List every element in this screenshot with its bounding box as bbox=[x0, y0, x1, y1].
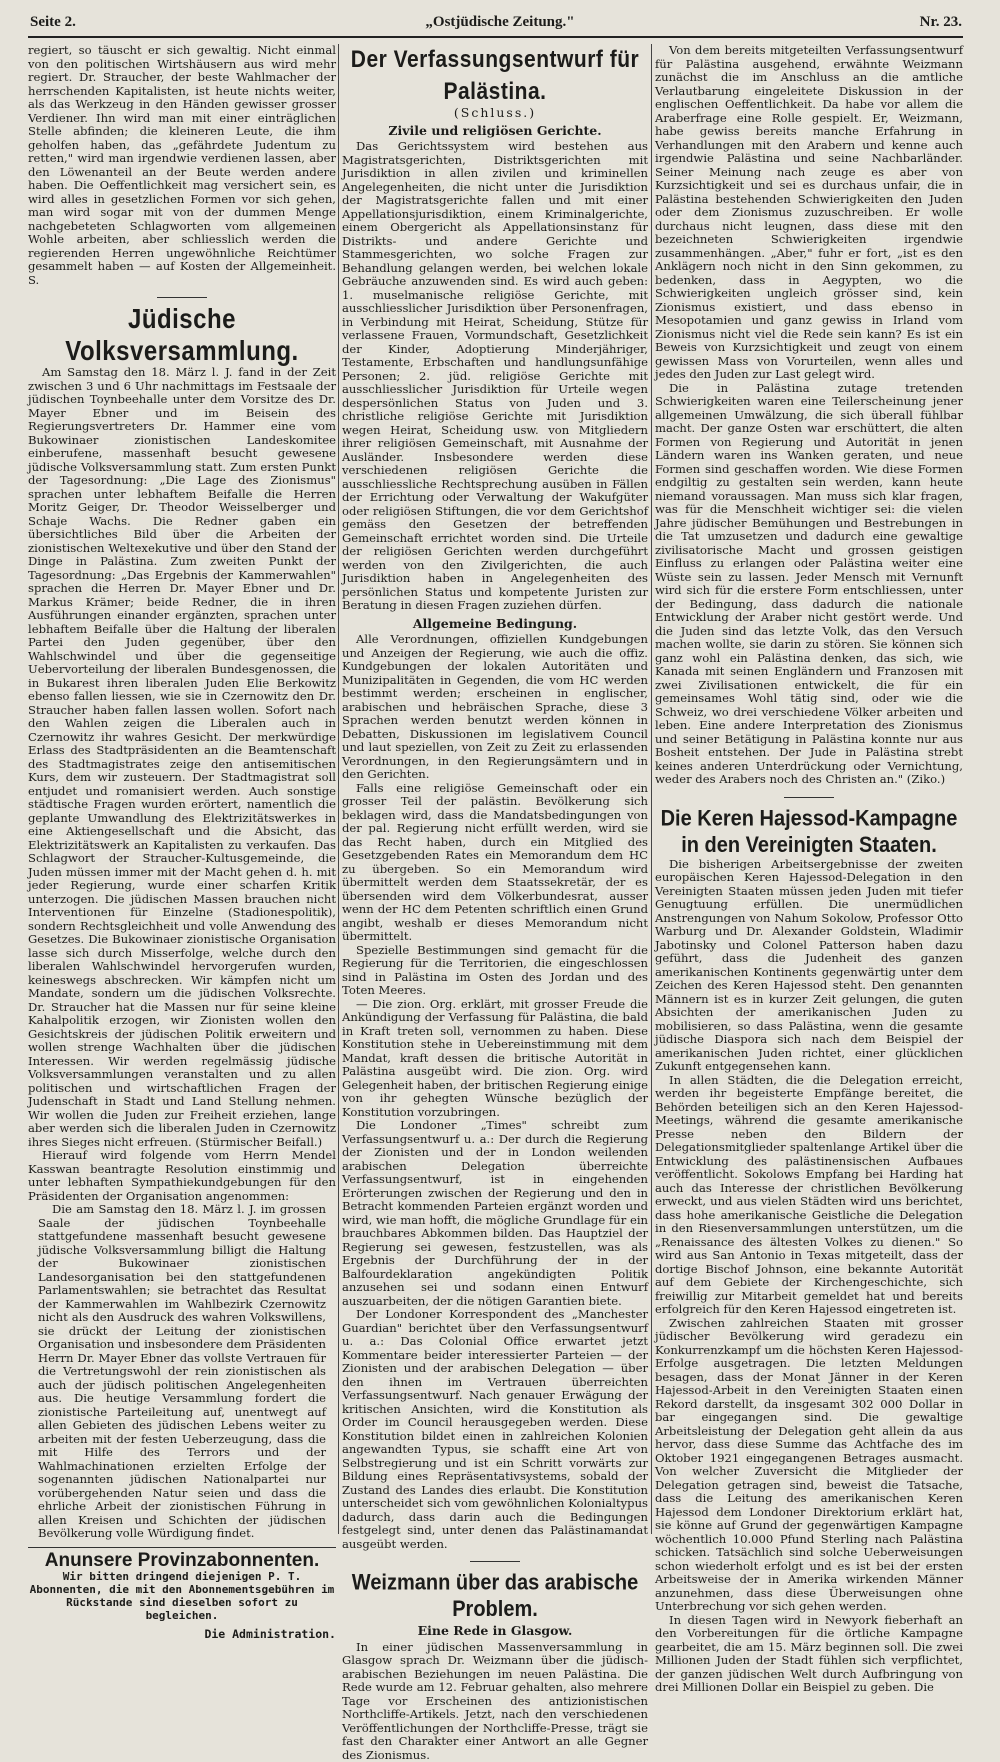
article-paragraph: Hierauf wird folgende vom Herrn Mendel Kasswan beantragte Resolution einstimmig und unter lebhaften Sympathiekundgebungen für den Präsidenten der Organisation angenommen: bbox=[28, 1149, 336, 1203]
article-paragraph: Am Samstag den 18. März l. J. fand in der Zeit zwischen 3 und 6 Uhr nachmittags im Festsaale der jüdischen Toynbeehalle unter dem Vorsitze des Dr. Mayer Ebner und im Beisein des Regierungsvertreters Dr. Hammer eine vom Bukowinaer zionistischen Landeskomitee einberufene, massenhaft besucht gewesene jüdische Volksversammlung statt. Zum ersten Punkt der Tagesordnung: „Die Lage des Zionismus" sprachen unter lebhaftem Beifalle die Herren Moritz Geiger, Dr. Theodor Weisselberger und Schaje Wachs. Die Redner gaben ein übersichtliches Bild über die Arbeiten der zionistischen Weltexekutive und über den Stand der Dinge in Palästina. Zum zweiten Punkt der Tagesordnung: „Das Ergebnis der Kammerwahlen" sprachen die Herren Dr. Mayer Ebner und Dr. Markus Krämer; beide Redner, die in ihren Ausführungen einander ergänzten, sprachen unter lebhaftem Beifalle über die Haltung der liberalen Partei den Juden gegenüber, über den Wahlschwindel und über die gegenseitige Uebervorteilung der liberalen Bundesgenossen, die in Bukarest ihren liberalen Juden Elie Berkowitz ebenso fallen liessen, wie sie in Czernowitz den Dr. Straucher haben fallen lassen wollen. Sofort nach den Wahlen zeigen die Liberalen auch in Czernowitz ihr wahres Gesicht. Der merkwürdige Erlass des Stadtpräsidenten an die Beamtenschaft des Stadtmagistrates zeige den antisemitischen Kurs, dem wir zusteuern. Der Stadtmagistrat soll entjudet und romanisiert werden. Auch sonstige städtische Fragen wurden erörtert, namentlich die geplante Umwandlung des Elektrizitätswerkes in eine Aktiengesellschaft und die Absicht, das Elektrizitätswerk an Kapitalisten zu verkaufen. Das Schlagwort der Straucher-Kultusgemeinde, die Juden müssen immer mit der Macht gehen d. h. mit jeder Regierung, wurde einer scharfen Kritik unterzogen. Die jüdischen Massen brauchen nicht Interventionen für Einzelne (Stadionespolitik), sondern Rechtsgleichheit und volle Anwendung des Gesetzes. Die Bukowinaer zionistische Organisation lasse sich durch Misserfolge, welche durch den liberalen Wahlschwindel hervorgerufen wurden, keineswegs abschrecken. Wir kämpfen nicht um Mandate, sondern um die jüdischen Volksrechte. Dr. Straucher hat die Massen nur für seine kleine Kahalpolitik erzogen, wir Zionisten wollen den Gesichtskreis der jüdischen Politik erweitern und wollen strenge Wachhalten über die jüdischen Interessen. Wir werden regelmässig jüdische Volksversammlungen veranstalten und zu allen politischen und wirtschaftlichen Fragen der Judenschaft in Stadt und Land Stellung nehmen. Wir wollen die Juden zur Freiheit erziehen, lange aber werden sich die liberalen Juden in Czernowitz ihres Sieges nicht erfreuen. (Stürmischer Beifall.) bbox=[28, 366, 336, 1149]
column-divider bbox=[651, 44, 652, 1534]
section-heading: Zivile und religiösen Gerichte. bbox=[342, 124, 648, 138]
article-paragraph: Von dem bereits mitgeteilten Verfassungsentwurf für Palästina ausgehend, erwähnte Weizmann zunächst die im Anschluss an die amtliche Verlautbarung eingeleitete Diskussion in der englischen Oeffentlichkeit. Da habe vor allem die Araberfrage eine Rolle gespielt. Er, Weizmann, habe gewiss bereits manche Erfahrung in Verhandlungen mit den Arabern und kenne auch irgendwie Palästina und seine Nachbarländer. Seiner Meinung nach zeuge es aber von Kurzsichtigkeit und sei es durchaus unfair, die in Palästina bestehenden Schwierigkeiten den Juden oder dem Zionismus zuzuschreiben. Er wolle durchaus nicht leugnen, dass diese mit den bezeichneten Schwierigkeiten irgendwie zusammenhängen. „Aber," fuhr er fort, „ist es den Anklägern noch nicht in den Sinn gekommen, zu bedenken, dass in Aegypten, wo die Schwierigkeiten ungleich grösser sind, kein Zionismus existiert, und dass ebenso in Mesopotamien und ganz gewiss in Irland vom Zionismus nicht viel die Rede sein kann? Es ist ein Beweis von Kurzsichtigkeit und zeugt von einem gewissen Mass von Vorurteilen, wenn alles und jedes den Juden zur Last gelegt wird. bbox=[655, 44, 963, 382]
column-right bbox=[655, 44, 963, 1524]
article-paragraph: Der Londoner Korrespondent des „Manchester Guardian" berichtet über den Verfassungsentwurf u. a.: Das Colonial Office erwartet jetzt Kommentare beider interessierter Parteien — der Zionisten und der arabischen Delegation — über den ihnen im Vertrauen überreichten Verfassungsentwurf. Nach genauer Erwägung der kritischen Ansichten, wird die Konstitution als Order im Council herausgegeben werden. Diese Konstitution bildet einen in zahlreichen Kolonien angewandten Typus, sie schafft eine Art von Selbstregierung und ist ein Schritt vorwärts zur Bildung eines Repräsentativsystems, sobald der Zustand des Landes dies erlaubt. Die Konstitution unterscheidet sich vom gewöhnlichen Kolonialtypus dadurch, dass darin auch die Bedingungen festgelegt sind, unter denen das Palästinamandat ausgeübt werden. bbox=[342, 1308, 648, 1551]
article-heading: Weizmann über das arabische Problem. bbox=[342, 1570, 648, 1623]
notice-signature: Die Administration. bbox=[28, 1628, 336, 1642]
article-paragraph: Die bisherigen Arbeitsergebnisse der zweiten europäischen Keren Hajessod-Delegation in den Vereinigten Staaten müssen jeden Juden mit tiefer Genugtuung erfüllen. Die unermüdlichen Anstrengungen von Nahum Sokolow, Professor Otto Warburg und Dr. Alexander Goldstein, Wladimir Jabotinsky und Colonel Patterson haben dazu geführt, dass die Judenheit des ganzen amerikanischen Kontinents gegenwärtig unter dem Zeichen des Keren Hajessod steht. Den genannten Männern ist es in kurzer Zeit gelungen, die guten Absichten der amerikanischen Juden zu mobilisieren, so dass Palästina, wenn die gesamte jüdische Diaspora sich nach dem Beispiel der amerikanischen Juden richtet, einer glücklichen Zukunft entgegensehen kann. bbox=[655, 858, 963, 1074]
article-paragraph: Alle Verordnungen, offiziellen Kundgebungen und Anzeigen der Regierung, wie auch die offiz. Kundgebungen der lokalen Autoritäten und Munizipalitäten in Gegenden, die vom HC werden bestimmt werden; erscheinen in englischer, arabischen und hebräischen Sprache, diese 3 Sprachen werden benutzt werden können in Debatten, Diskussionen im legislativem Council und laut speziellen, von Zeit zu Zeit zu erlassenden Verordnungen, in den Regierungsämtern und in den Gerichten. bbox=[342, 633, 648, 782]
article-heading: Der Verfassungsentwurf für Palästina. bbox=[342, 44, 648, 108]
column-middle bbox=[342, 44, 648, 1524]
notice-title: Anunsere Provinzabonnenten. bbox=[28, 1554, 336, 1568]
page-header bbox=[0, 8, 1000, 34]
article-paragraph: In diesen Tagen wird in Newyork fieberhaft an den Vorbereitungen für die örtliche Kampagne gearbeitet, die am 15. März beginnen soll. Die zwei Millionen Juden der Stadt fühlen sich verpflichtet, der ganzen jüdischen Welt durch Aufbringung von drei Millionen Dollar ein Beispiel zu geben. Die bbox=[655, 1614, 963, 1695]
page-number: Seite 2. bbox=[30, 14, 76, 31]
header-rule bbox=[28, 36, 963, 38]
article-paragraph: Falls eine religiöse Gemeinschaft oder ein grosser Teil der palästin. Bevölkerung sich beklagen wird, dass die Mandatsbedingungen von der pal. Regierung nicht erfüllt werden, wird sie das Recht haben, durch ein Mitglied des Gesetzgebenden Rates ein Memorandum dem HC zu übergeben. So ein Memorandum wird übermittelt werden dem Staatssekretär, der es übersenden wird dem Völkerbundesrat, ausser wenn der HC dem Petenten schriftlich einen Grund angibt, weshalb er dieses Memorandum nicht übermittelt. bbox=[342, 782, 648, 944]
article-paragraph: Das Gerichtssystem wird bestehen aus Magistratsgerichten, Distriktsgerichten mit Jurisdiktion in allen zivilen und kriminellen Angelegenheiten, die nicht unter die Jurisdiktion der Magistratsgerichte fallen und mit einer Appellationsjurisdiktion, einem Kriminalgerichte, einem Obergericht als Appellationsinstanz für Distrikts- und andere Gerichte und Stammesgerichten, wo solche Fragen zur Behandlung gelangen werden, bei welchen lokale Gebräuche anzuwenden sind. Es wird auch geben: 1. muselmanische religiöse Gerichte, mit ausschliesslicher Jurisdiktion über Personenfragen, in Verbindung mit Heirat, Scheidung, Stütze für verlassene Frauen, Vormundschaft, Gesetzlichkeit der Kinder, Adoptierung Minderjähriger, Testamente, Erbschaften und handlungsunfähige Personen; 2. jüd. religiöse Gerichte mit ausschliesslicher Jurisdiktion für Urteile wegen despersönlichen Status von Juden und 3. christliche religiöse Gerichte mit Jurisdiktion wegen Heirat, Scheidung usw. von Mitgliedern ihrer religiösen Gemeinschaft, mit Ausnahme der Ausländer. Insbesondere werden diese verschiedenen religiösen Gerichte die ausschliessliche Rechtsprechung ausüben in Fällen der Errichtung oder Verwaltung der Wakufgüter oder religiösen Stiftungen, die vor dem Gerichtshof gemäss den Gesetzen der betreffenden Gemeinschaft errichtet worden sind. Die Urteile der religiösen Gerichten werden durchgeführt werden von den Zivilgerichten, die auch Jurisdiktion haben in Angelegenheiten des persönlichen Status und kompetente Juristen zur Beratung in diesen Fragen zuziehen dürfen. bbox=[342, 140, 648, 613]
separator bbox=[470, 1561, 520, 1562]
resolution-text: Die am Samstag den 18. März l. J. im grossen Saale der jüdischen Toynbeehalle stattgefundene massenhaft besucht gewesene jüdische Volksversammlung billigt die Haltung der Bukowinaer zionistischen Landesorganisation bei den stattgefundenen Parlamentswahlen; sie betrachtet das Resultat der Kammerwahlen im Wahlbezirk Czernowitz nicht als den Ausdruck des wahren Volkswillens, sie drückt der Leitung der zionistischen Organisation und insbesondere dem Präsidenten Herrn Dr. Mayer Ebner das vollste Vertrauen für die Vertretungswohl der rein zionistischen als auch der jüdisch politischen Angelegenheiten aus. Die heutige Versammlung fordert die zionistische Parteileitung auf, unentwegt auf allen Gebieten des jüdischen Lebens weiter zu arbeiten mit der festen Ueberzeugung, dass die mit Hilfe des Terrors und der Wahlmachinationen erzielten Erfolge der sogenannten jüdischen Nationalpartei nur vorübergehenden Natur seien und dass die ehrliche Arbeit der zionistischen Führung in allen Kreisen und Schichten der jüdischen Bevölkerung volle Würdigung findet. bbox=[38, 1203, 326, 1541]
article-heading: Jüdische Volksversammlung. bbox=[28, 304, 336, 368]
article-paragraph: Zwischen zahlreichen Staaten mit grosser jüdischer Bevölkerung wird geradezu ein Konkurrenzkampf um die höchsten Keren Hajessod-Erfolge ausgetragen. Die letzten Meldungen besagen, dass der Monat Jänner in der Keren Hajessod-Arbeit in den Vereinigten Staaten einen Rekord darstellt, da insgesamt 302 000 Dollar in bar eingegangen sind. Die gewaltige Arbeitsleistung der Delegation geht allein da aus hervor, dass diese Summe das Achtfache des im Oktober 1921 eingegangenen Betrages ausmacht. Von welcher Zuversicht die Mitglieder der Delegation getragen sind, beweist die Tatsache, dass die Leitung des amerikanischen Keren Hajessod dem Londoner Direktorium erklärt hat, sie könne auf Grund der gegenwärtigen Kampagne wöchentlich 10.000 Pfund Sterling nach Palästina schicken. Tatsächlich sind solche Ueberweisungen schon wiederholt erfolgt und es ist bei der ersten Arbeitsweise der in Amerika wirkenden Männer anzunehmen, dass diese Überweisungen ohne Unterbrechung vor sich gehen werden. bbox=[655, 1317, 963, 1614]
article-paragraph: In einer jüdischen Massenversammlung in Glasgow sprach Dr. Weizmann über die jüdisch-arabischen Beziehungen im neuen Palästina. Die Rede wurde am 12. Februar gehalten, also mehrere Tage vor Erscheinen des antizionistischen Northcliffe-Artikels. Jetzt, nach den verschiedenen Veröffentlichungen der Northcliffe-Presse, trägt sie fast den Charakter einer Antwort an alle Gegner des Zionismus. bbox=[342, 1641, 648, 1762]
article-paragraph: Die in Palästina zutage tretenden Schwierigkeiten waren eine Teilerscheinung jener allgemeinen Umwälzung, die sich überall fühlbar macht. Der ganze Osten war erschüttert, die alten Formen von Regierung und Autorität in jenen Ländern waren ins Wanken geraten, und neue Formen sind geschaffen worden. Wie diese Formen endgiltig zu gestalten sein werden, kann heute niemand voraussagen. Man muss sich klar fragen, was für die Menschheit wichtiger sei: die vielen Jahre jüdischer Bemühungen und Bestrebungen in die Tat umzusetzen und dadurch eine gewaltige zivilisatorische Macht und grossen geistigen Einfluss zu erlangen oder Palästina weiter eine Wüste sein zu lassen. Jeder Mensch mit Vernunft wird sich für die erstere Form entschliessen, unter der Bedingung, dass dadurch die nationale Entwicklung der Araber nicht gestört werde. Und die Juden sind das letzte Volk, das den Versuch machen wollte, sie darin zu stören. Sie können sich ganz wohl ein Palästina denken, das sich, wie Kanada mit seinen Engländern und Franzosen mit zwei Zivilisationen entwickelt, die für ein gemeinsames Wohl tätig sind, oder wie die Schweiz, wo drei verschiedene Völker arbeiten und leben. Eine andere Interpretation des Zionismus und seiner Betätigung in Palästina konnte nur aus Bosheit entstehen. Der Jude in Palästina strebt keines anderen Unterdrückung oder Vernichtung, weder des Arabers noch des Christen an." (Ziko.) bbox=[655, 382, 963, 787]
article-heading: Die Keren Hajessod-Kampagne in den Vereinigten Staaten. bbox=[655, 805, 963, 858]
article-continuation: regiert, so täuscht er sich gewaltig. Nicht einmal von den politischen Wirtshäusern aus wird mehr regiert. Dr. Straucher, der beste Wahlmacher der herrschenden Kapitalisten, ist heute nichts weiter, als das Werkzeug in den Händen gewisser grosser Verdiener. Ihn wird man mit einer einträglichen Stelle abfinden; die kleineren Leute, die ihm geholfen haben, das „gefährdete Judentum zu retten," wird man irgendwie verdienen lassen, aber den Löwenanteil an der Beute werden andere haben. Die Oeffentlichkeit mag versichert sein, es wird alles in gesetzlichen Formen vor sich gehen, man wird sogar mit von der dummen Menge nachgebeteten Schlagworten vom allgemeinen Wohle arbeiten, aber schliesslich werden die regierenden Herren ungewöhnliche Reichtümer gesammelt haben — auf Kosten der Allgemeinheit. S. bbox=[28, 44, 336, 287]
article-paragraph: — Die zion. Org. erklärt, mit grosser Freude die Ankündigung der Verfassung für Palästina, die bald in Kraft treten soll, vernommen zu haben. Diese Konstitution stehe in Uebereinstimmung mit dem Mandat, kraft dessen die britische Autorität in Palästina ausgeübt wird. Die zion. Org. wird Gelegenheit haben, der britischen Regierung einige von ihr gehegten Wünsche bezüglich der Konstitution vorzubringen. bbox=[342, 998, 648, 1120]
article-subheading: (Schluss.) bbox=[342, 106, 648, 120]
column-left bbox=[28, 44, 336, 1534]
separator bbox=[784, 797, 834, 798]
notice-rule bbox=[28, 1547, 336, 1548]
article-subheading: Eine Rede in Glasgow. bbox=[342, 1624, 648, 1638]
notice-body: Wir bitten dringend diejenigen P. T. Abonnenten, die mit den Abonnementsgebühren im Rückstande sind dieselben sofort zu begleichen. bbox=[28, 1570, 336, 1622]
separator bbox=[157, 297, 207, 298]
issue-number: Nr. 23. bbox=[920, 14, 962, 31]
column-divider bbox=[338, 44, 339, 1534]
section-heading: Allgemeine Bedingung. bbox=[342, 617, 648, 631]
article-paragraph: Spezielle Bestimmungen sind gemacht für die Regierung für die Territorien, die eingeschlossen sind in Palästina im Osten des Jordan und des Toten Meeres. bbox=[342, 944, 648, 998]
article-paragraph: Die Londoner „Times" schreibt zum Verfassungsentwurf u. a.: Der durch die Regierung der Zionisten und der in London weilenden arabischen Delegation überreichte Verfassungsentwurf, ist in eingehenden Erörterungen zwischen der Regierung und den in Betracht kommenden Parteien ergänzt worden und wird, wie man hofft, die mögliche Grundlage für ein brauchbares Abkommen bilden. Das Hauptziel der Regierung sei gewesen, festzustellen, was als Ergebnis der Durchführung der in der Balfourdeklaration angekündigten Politik anzusehen sei und sodann einen Entwurf auszuarbeiten, der die nötigen Garantien biete. bbox=[342, 1119, 648, 1308]
newspaper-title: „Ostjüdische Zeitung." bbox=[0, 14, 1000, 31]
article-paragraph: In allen Städten, die die Delegation erreicht, werden ihr begeisterte Empfänge bereitet, die Behörden beteiligen sich an den Keren Hajessod-Meetings, während die gesamte amerikanische Presse neben den Bildern der Delegationsmitglieder spaltenlange Artikel über die Entwicklung des palästinensischen Aufbaues veröffentlicht. Sokolows Empfang bei Harding hat auch das Interesse der christlichen Bevölkerung erweckt, und aus vielen Städten wird uns berichtet, dass hohe amerikanische Geistliche die Delegation in den Riesenversammlungen unterstützen, um die „Renaissance des ältesten Volkes zu dienen." So wird aus San Antonio in Texas mitgeteilt, dass der dortige Bischof Johnson, eine bekannte Autorität auf dem Gebiete der Kirchengeschichte, sich freiwillig zur Mitarbeit gemeldet hat und bereits erfolgreich für den Keren Hajessod eingetreten ist. bbox=[655, 1074, 963, 1317]
